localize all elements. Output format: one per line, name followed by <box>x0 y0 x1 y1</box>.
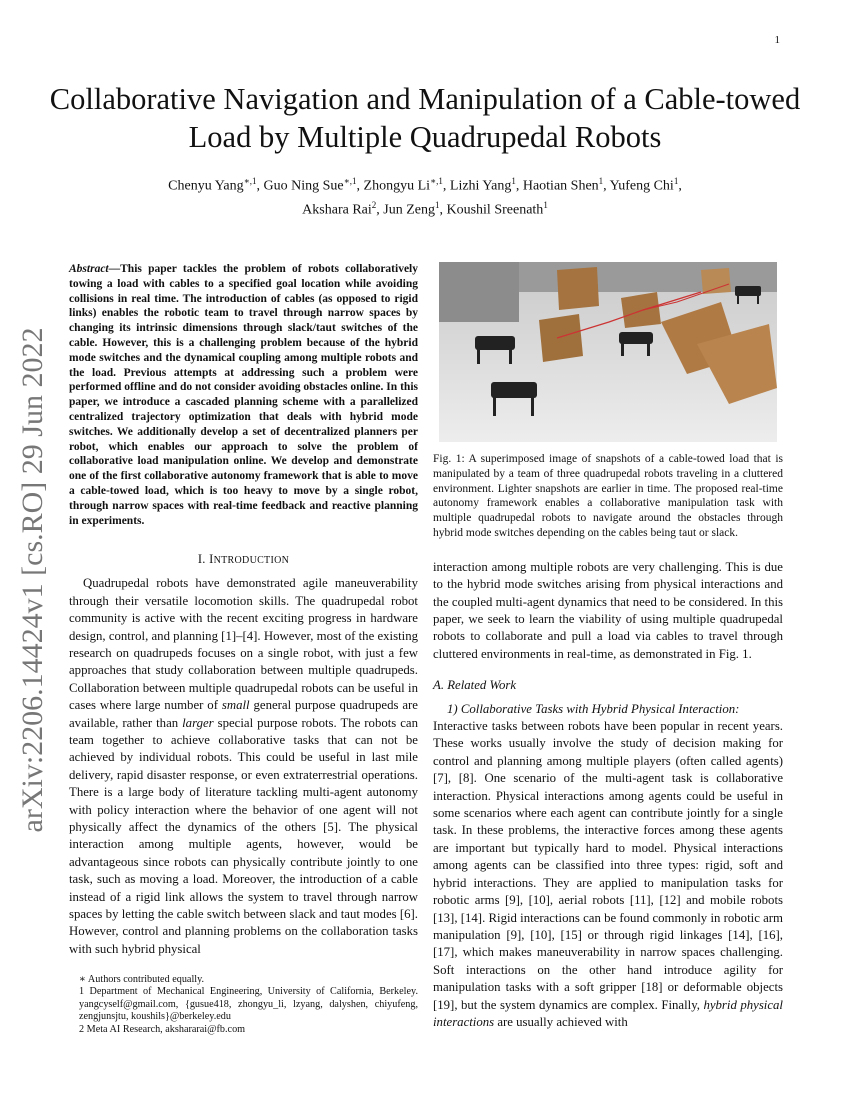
author-name: Chenyu Yang <box>168 178 244 194</box>
figure-caption: Fig. 1: A superimposed image of snapshots of a cable-towed load that is manipulated by a team of three quadrupedal robots traveling in a cluttered environment. Lighter snapshots are earlier in time. The proposed real-time autonomy framework enables a collaborative manipulation task with multiple quadrupedal robots to navigate around the obstacles through hybrid mode switches depending on the cables being taut or slack. <box>433 453 783 539</box>
author-affiliation-mark: ∗,1 <box>243 176 257 186</box>
author-affiliation-mark: 1 <box>434 199 440 210</box>
footnotes <box>69 974 418 1036</box>
section-heading-introduction: I. INTRODUCTION <box>197 552 290 567</box>
robots-photo-illustration <box>439 262 777 442</box>
right-body <box>433 559 783 1032</box>
author-name: Zhongyu Li <box>363 178 431 194</box>
intro-paragraph: Quadrupedal robots have demonstrated agile maneuverability through their versatile locomotion skills. The quadrupedal robot community is active with the recent exciting progress in hardware design, control, and planning [1]–[4]. However, most of the existing research on quadrupeds focuses on a single robot, with just a few approaches that study collaboration between multiple quadrupeds. Collaboration between multiple quadrupedal robots can be useful in cases where large number of small general purpose quadrupeds are available, rather than larger special purpose robots. The robots can team together to achieve collaborative tasks that can not be achieved by individual robots. This could be useful in last mile delivery, rapid disaster response, or even extraterrestrial operations. There is a large body of literature tackling multi-agent autonomy with policy interaction where the behavior of one agent will not physically affect the dynamics of the others [5]. The physical interaction among multiple agents, however, would be advantageous since robots can physically contribute jointly to one task, such as moving a load. Moreover, the introduction of a cable instead of a rigid link allows the system to travel through narrow spaces by letting the cable switch between slack and taut modes [6]. However, control and planning problems on the collaboration tasks with such hybrid physical <box>69 576 418 956</box>
author-affiliation-mark: 2 <box>371 199 377 210</box>
right-paragraph-1: interaction among multiple robots are very challenging. This is due to the hybrid mode switches arising from physical interactions and the coupled multi-agent dynamics that need to be considered. In this paper, we seek to learn the viability of using multiple quadrupedal robots to collaborate and pull a load via cables to travel through cluttered environments in real-time, as demonstrated in Fig. 1. <box>433 559 783 661</box>
introduction-body <box>69 575 418 958</box>
author-name: Lizhi Yang <box>449 178 512 194</box>
arxiv-watermark: arXiv:2206.14424v1 [cs.RO] 29 Jun 2022 <box>16 327 49 833</box>
author-name: Akshara Rai <box>302 202 372 218</box>
author-name: Yufeng Chi <box>609 178 674 194</box>
author-affiliation-mark: 1 <box>511 176 516 186</box>
author-affiliation-mark: ∗,1 <box>430 176 443 186</box>
paper-title: Collaborative Navigation and Manipulation of a Cable-towed Load by Multiple Quadrupedal Robots <box>49 82 801 154</box>
author-name: Koushil Sreenath <box>446 202 544 218</box>
author-affiliation-mark: 1 <box>598 176 604 186</box>
author-line-1: Chenyu Yang$^{∗,1}$, Guo Ning Sue$^{∗,1}$, Zhongyu $Li^{∗,1}$, Lizhi Yang$^1$, Haotian Shen$^1$, Yufeng Chi$^1$, <box>168 176 682 194</box>
author-affiliation-mark: ∗,1 <box>343 176 357 186</box>
author-name: Haotian Shen <box>522 178 599 194</box>
subsubsection-heading: 1) Collaborative Tasks with Hybrid Physical Interaction: <box>447 701 740 716</box>
author-affiliation-mark: 1 <box>543 199 548 210</box>
footnote-equal-contribution: ∗ Authors contributed equally. <box>79 974 205 985</box>
author-line-2: Akshara Rai$^2$, Jun Zeng$^1$, Koushil Sreenath$^1$ <box>302 199 548 218</box>
right-paragraph-2: Interactive tasks between robots have been popular in recent years. These works usually involve the study of decision making for control and planning among multiple players (often called agents) [7], [8]. One scenario of the multi-agent task is collaborative interaction. Physical interactions among agents could be useful in some scenarios where each agent can contribute jointly for a single task. In these problems, the interactive forces among these agents are important but typically hard to model. Physical interactions among agents can be classified into three types: rigid, soft and hybrid interactions. They are applied to manipulation tasks for robotic arms [9], [10], aerial robots [11], [12] and mobile robots [13], [14]. Rigid interactions can be found commonly in robotic arm manipulation [9], [10], [15] or through rigid linkages [14], [16], [17], which makes maneuverability in narrow spaces challenging. Soft interactions on the other hand introduce agility for manipulation tasks with a soft gripper [18] or deformable objects [19], but the system dynamics are complex. Finally, hybrid physical interactions are usually achieved with <box>433 719 783 1029</box>
author-list <box>60 172 790 219</box>
author-affiliation-mark: 1 <box>673 176 679 186</box>
abstract-lead: Abstract <box>69 263 109 275</box>
footnote-affiliation-1: 1 Department of Mechanical Engineering, University of California, Berkeley. yangcyself@gmail.com, {gusue418, zhongyu_li, lzyang, dalyshen, chiyufeng, zengjunsjtu, koushils}@berkeley.edu <box>79 986 418 1023</box>
left-column <box>69 262 418 958</box>
page-number: 1 <box>774 34 780 46</box>
author-name: Guo Ning Sue <box>263 178 344 194</box>
right-column <box>433 262 783 1031</box>
abstract <box>69 262 418 528</box>
figure-robots-photo <box>439 262 777 442</box>
abstract-text: —This paper tackles the problem of robots collaboratively towing a load with cables to a specified goal location while avoiding collisions in real time. The introduction of cables (as opposed to rigid links) enables the robotic team to travel through narrow spaces by changing its intrinsic dimensions through slack/taut switches of the cable. However, this is a challenging problem because of the hybrid mode switches and the dynamical coupling among multiple robots and the load. Previous attempts at addressing such a problem were performed offline and do not consider avoiding obstacles online. In this paper, we introduce a cascaded planning scheme with a parallelized centralized trajectory optimization that deals with hybrid mode switches. We additionally develop a set of decentralized planners per robot, which enables our approach to solve the problem of collaborative load manipulation online. We develop and demonstrate one of the first collaborative autonomy framework that is able to move a cable-towed load, which is too heavy to move by a single robot, through narrow spaces with real-time feedback and reactive planning in experiments. <box>69 263 418 527</box>
author-name: Jun Zeng <box>383 202 435 218</box>
footnote-affiliation-2: 2 Meta AI Research, akshararai@fb.com <box>79 1023 246 1035</box>
subsection-heading-related-work: A. Related Work <box>433 678 517 693</box>
